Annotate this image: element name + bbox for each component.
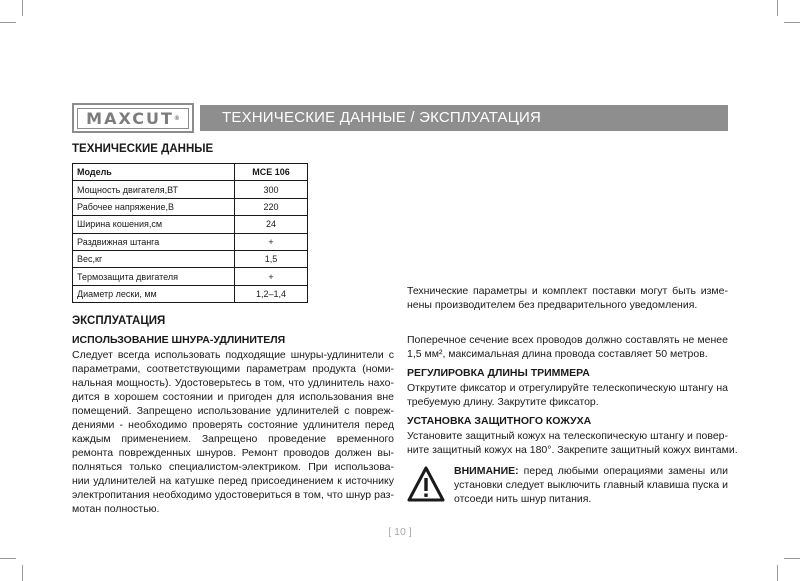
maxcut-logo: MAXCUT®: [72, 103, 194, 133]
guard-title: УСТАНОВКА ЗАЩИТНОГО КОЖУХА: [407, 415, 592, 427]
crop-mark: [784, 558, 800, 559]
param-value-cell: 1,2–1,4: [235, 285, 308, 302]
text-line: параметрами, соответствующими параметрам продукта (номи-: [72, 363, 394, 375]
notice-paragraph: [407, 284, 728, 312]
table-row: [73, 198, 308, 215]
param-value-cell: +: [235, 233, 308, 250]
adjust-paragraph: [407, 381, 728, 409]
param-value-cell: 1,5: [235, 250, 308, 267]
warning-label: ВНИМАНИЕ:: [454, 465, 519, 477]
text-line: электропитания необходимо удостовериться в том, что шнур раз-: [72, 489, 394, 501]
text-line: дится в хорошем состоянии и пригоден для использования вне: [72, 391, 394, 403]
table-row: [73, 233, 308, 250]
param-name-cell: Диаметр лески, мм: [73, 285, 235, 302]
warning-icon: [407, 466, 445, 502]
param-value-cell: MCE 106: [235, 164, 308, 181]
spec-table: [72, 163, 308, 303]
text-line: нии удлинителей на катушке перед присоединением к источнику: [72, 475, 394, 487]
param-name-cell: Раздвижная штанга: [73, 233, 235, 250]
text-line: требуемую длину. Закрутите фиксатор.: [407, 396, 599, 408]
text-line: Поперечное сечение всех проводов должно составлять не менее: [407, 334, 728, 346]
tech-data-title: ТЕХНИЧЕСКИЕ ДАННЫЕ: [72, 143, 214, 155]
page-header: [72, 103, 728, 133]
table-row: [73, 268, 308, 285]
text-line: Установите защитный кожух на телескопическую штангу и повер-: [407, 430, 728, 442]
logo-text: MAXCUT: [86, 108, 174, 128]
text-line: полняться только специалистом-электриком. При использова-: [72, 461, 394, 473]
extension-paragraph: [72, 348, 394, 516]
text-line: ните защитный кожух на 180°. Закрепите защитный кожух винтами.: [407, 444, 738, 456]
text-line: мотан полностью.: [72, 503, 160, 515]
param-value-cell: 300: [235, 181, 308, 198]
crop-mark: [777, 565, 778, 581]
text-line: помещений. Запрещено использование удлинителей с повреж-: [72, 405, 394, 417]
text-line: 1,5 мм², максимальная длина провода составляет 50 метров.: [407, 348, 708, 360]
table-row: [73, 216, 308, 233]
operation-title: ЭКСПЛУАТАЦИЯ: [72, 315, 166, 327]
text-line: дениями - необходимо проверять состояние удлинителя перед: [72, 419, 394, 431]
text-line: ремонта поврежденных шнуров. Ремонт проводов должен вы-: [72, 447, 394, 459]
param-name-cell: Мощность двигателя,ВТ: [73, 181, 235, 198]
crop-mark: [784, 22, 800, 23]
crop-mark: [0, 558, 16, 559]
crop-mark: [22, 0, 23, 16]
adjust-title: РЕГУЛИРОВКА ДЛИНЫ ТРИММЕРА: [407, 367, 590, 379]
warning-body: перед любыми операциями замены или установки следует выключить главный клавиша пуска и отсоеди нить шнур питания.: [454, 465, 728, 505]
table-header-row: [73, 164, 308, 181]
crop-mark: [0, 22, 16, 23]
text-line: нальная мощность). Удостоверьтесь в том, что удлинитель нахо-: [72, 377, 394, 389]
text-line: Технические параметры и комплект поставки могут быть изме-: [407, 285, 728, 297]
guard-paragraph: [407, 429, 738, 457]
text-line: Открутите фиксатор и отрегулируйте телескопическую штангу на: [407, 382, 728, 394]
param-value-cell: 24: [235, 216, 308, 233]
page-number: [ 10 ]: [388, 526, 412, 538]
text-line: Следует всегда использовать подходящие шнуры-удлинители с: [72, 349, 394, 361]
text-line: нены производителем без предварительного уведомления.: [407, 299, 698, 311]
table-row: [73, 181, 308, 198]
warning-text: [454, 464, 728, 506]
text-line: каждым применением. Запрещено проведение временного: [72, 433, 394, 445]
table-row: [73, 285, 308, 302]
param-value-cell: +: [235, 268, 308, 285]
table-row: [73, 250, 308, 267]
extension-title: ИСПОЛЬЗОВАНИЕ ШНУРА-УДЛИНИТЕЛЯ: [72, 334, 286, 346]
cable-paragraph: [407, 333, 728, 361]
param-name-cell: Вес,кг: [73, 250, 235, 267]
header-title: ТЕХНИЧЕСКИЕ ДАННЫЕ / ЭКСПЛУАТАЦИЯ: [200, 105, 728, 131]
param-name-cell: Рабочее напряжение,В: [73, 198, 235, 215]
param-name-cell: Модель: [73, 164, 235, 181]
crop-mark: [777, 0, 778, 16]
crop-mark: [22, 565, 23, 581]
param-value-cell: 220: [235, 198, 308, 215]
param-name-cell: Термозащита двигателя: [73, 268, 235, 285]
param-name-cell: Ширина кошения,см: [73, 216, 235, 233]
